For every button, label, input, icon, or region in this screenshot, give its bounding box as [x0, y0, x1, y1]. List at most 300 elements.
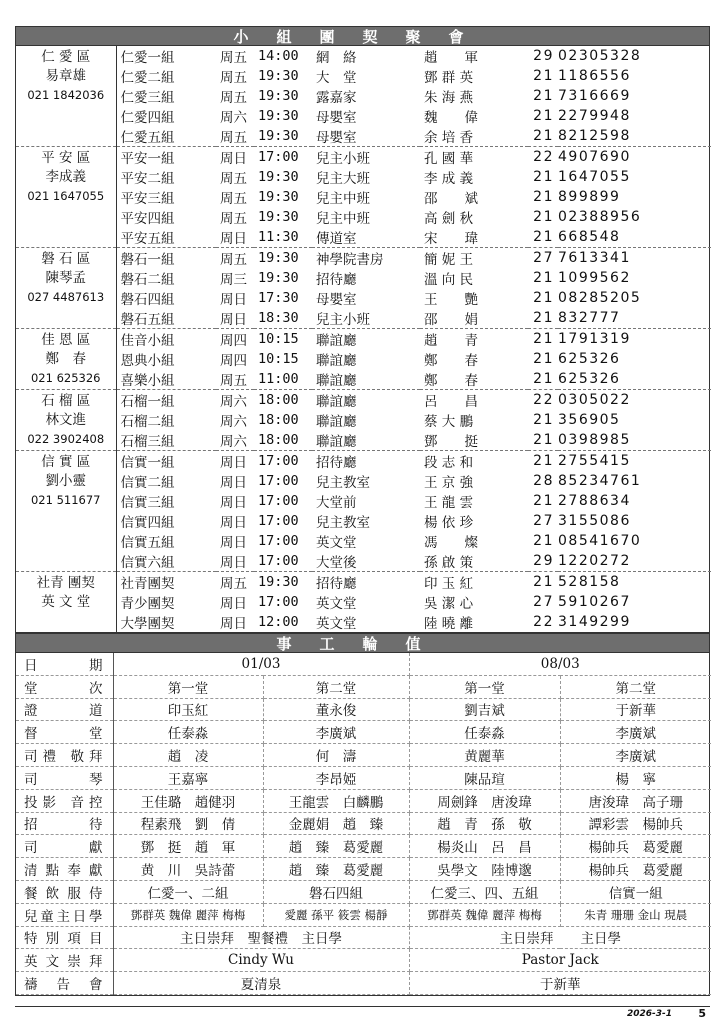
area-code: 21: [533, 533, 554, 549]
contact-name: 王 京 強: [424, 475, 474, 491]
district-leader: 李成義: [45, 169, 86, 185]
duty-cell: 黄麗華: [409, 744, 560, 767]
meeting-time: 17:00: [258, 594, 299, 610]
phone-number: 832777: [558, 310, 621, 326]
meeting-time: 10:15: [258, 351, 299, 367]
contact-name: 邵 娟: [424, 312, 478, 328]
duty-cell: 金麗娟 趙 臻: [263, 812, 409, 835]
duty-cell: 第二堂: [560, 675, 711, 698]
contact-name: 宋 瑋: [424, 231, 478, 247]
duty-label: 投影 音控: [16, 789, 113, 812]
duty-cell: 仁愛三、四、五組: [409, 880, 560, 903]
duty-row: [16, 744, 711, 767]
footer-date: 2026-3-1: [626, 1009, 672, 1019]
contact-name: 陸 曉 離: [424, 616, 474, 632]
contact-name: 王 龍 雲: [424, 495, 474, 511]
meeting-place: 招待廳: [312, 451, 420, 472]
duty-cell: 磐石四組: [263, 880, 409, 903]
phone-number: 1099562: [558, 270, 631, 286]
meeting-place: 聯誼廳: [316, 434, 357, 450]
area-code: 21: [533, 189, 554, 205]
area-code: 21: [533, 88, 554, 104]
district-leader: 鄭 春: [45, 351, 86, 367]
duty-cell: 主日崇拜 聖餐禮 主日學: [113, 926, 409, 949]
meeting-place: 兒主大班: [316, 171, 370, 187]
group-row: [16, 410, 711, 430]
phone-number: 625326: [558, 351, 621, 367]
group-row: [16, 572, 711, 593]
area-code: 21: [533, 371, 554, 387]
group-name: 信實二組: [120, 475, 175, 491]
group-row: [16, 288, 711, 308]
duty-row: [16, 880, 711, 903]
duty-label: 日期: [16, 653, 113, 675]
duty-label: 英文崇拜: [16, 949, 113, 972]
duty-cell: 鄧 挺 趙 軍: [113, 835, 263, 858]
group-row: [16, 430, 711, 451]
bulletin-page: [15, 26, 710, 996]
group-name: 平安五組: [120, 231, 175, 247]
meeting-place: 聯誼廳: [316, 373, 357, 389]
phone-number: 3149299: [558, 614, 631, 630]
page-number: 5: [698, 1007, 706, 1020]
district-cell: [16, 451, 116, 572]
contact-name: 趙 軍: [424, 50, 478, 66]
group-row: [16, 207, 711, 227]
duty-cell: 夏清泉: [113, 972, 409, 995]
phone-number: 668548: [558, 229, 621, 245]
contact-name: 孫 啟 策: [424, 555, 474, 571]
group-name: 平安三組: [120, 191, 175, 207]
group-row: [16, 551, 711, 572]
district-cell: [16, 390, 116, 451]
meeting-day: 周五: [220, 50, 247, 66]
contact-name: 余 培 香: [424, 130, 474, 146]
duty-cell: 信實一組: [560, 880, 711, 903]
group-name: 信實一組: [116, 451, 216, 472]
area-code: 21: [533, 412, 554, 428]
meeting-day: 周五: [220, 130, 247, 146]
district-leader: 英 文 堂: [41, 594, 91, 610]
group-row: [16, 451, 711, 472]
area-code: 21: [533, 229, 554, 245]
meeting-time: 19:30: [258, 88, 299, 104]
meeting-time: 17:00: [258, 513, 299, 529]
duty-cell: 主日崇拜 主日學: [409, 926, 711, 949]
district-name: 信 實 區: [41, 454, 91, 470]
duty-date: 01/03: [113, 653, 409, 675]
contact-name: 高 劍 秋: [424, 211, 474, 227]
meeting-place: 兒主中班: [316, 211, 370, 227]
duty-cell: 鄧群英 魏偉 麗萍 梅梅: [113, 903, 263, 926]
area-code: 21: [533, 209, 554, 225]
duty-row: [16, 789, 711, 812]
duty-cell: 王佳璐 趙健羽: [113, 789, 263, 812]
duty-date: 08/03: [409, 653, 711, 675]
meeting-place: 大堂後: [316, 555, 357, 571]
contact-name: 趙 青: [420, 329, 528, 350]
duty-cell: 于新華: [409, 972, 711, 995]
meeting-time: 18:30: [258, 310, 299, 326]
duty-cell: 第一堂: [409, 675, 560, 698]
duty-label: 堂次: [16, 675, 113, 698]
area-code: 21: [533, 169, 554, 185]
meeting-day: 周日: [220, 616, 247, 632]
meeting-place: 兒主教室: [316, 475, 370, 491]
district-leader: 林文進: [45, 412, 86, 428]
meeting-day: 周五: [220, 90, 247, 106]
meeting-day: 周日: [220, 596, 247, 612]
meeting-place: 聯誼廳: [316, 353, 357, 369]
group-row: [16, 167, 711, 187]
meeting-place: 大堂前: [316, 495, 357, 511]
meeting-day: 周五: [220, 211, 247, 227]
duty-cell: 楊炎山 呂 昌: [409, 835, 560, 858]
district-name: 仁 愛 區: [41, 49, 91, 65]
district-name: 佳 恩 區: [41, 332, 91, 348]
area-code: 21: [533, 351, 554, 367]
contact-name: 吳 潔 心: [424, 596, 474, 612]
contact-name: 溫 向 民: [424, 272, 474, 288]
contact-name: 簡 妮 王: [420, 248, 528, 269]
district-cell: [16, 248, 116, 329]
meeting-day: 周五: [216, 572, 254, 593]
group-name: 仁愛二組: [120, 70, 175, 86]
meeting-time: 17:00: [254, 451, 312, 472]
meeting-time: 18:00: [258, 412, 299, 428]
duty-cell: 譚彩雲 楊帥兵: [560, 812, 711, 835]
meeting-time: 11:30: [258, 229, 299, 245]
duty-cell: 楊帥兵 葛愛麗: [560, 835, 711, 858]
meeting-time: 19:30: [258, 189, 299, 205]
groups-table: [16, 46, 711, 632]
meeting-place: 露嘉家: [316, 90, 357, 106]
duty-cell: Pastor Jack: [409, 949, 711, 972]
area-code: 21: [533, 432, 554, 448]
district-name: 磐 石 區: [41, 251, 91, 267]
meeting-time: 14:00: [258, 48, 299, 64]
meeting-day: 周日: [216, 147, 254, 168]
groups-frame: [15, 46, 710, 633]
group-row: [16, 106, 711, 126]
duty-cell: 何 濤: [263, 744, 409, 767]
group-name: 平安二組: [120, 171, 175, 187]
group-name: 信實三組: [120, 495, 175, 511]
meeting-place: 兒主中班: [316, 191, 370, 207]
group-name: 信實六組: [120, 555, 175, 571]
phone-number: 5910267: [558, 594, 631, 610]
district-phone: 021 1842036: [27, 88, 105, 102]
duty-cell: 周劍鋒 唐浚瑋: [409, 789, 560, 812]
area-code: 22: [533, 614, 554, 630]
group-row: [16, 268, 711, 288]
contact-name: 鄧 群 英: [424, 70, 474, 86]
contact-name: 李 成 義: [424, 171, 474, 187]
duty-cell: 愛麗 孫平 筱雲 楊靜: [263, 903, 409, 926]
district-phone: 027 4487613: [27, 290, 105, 304]
meeting-place: 招待廳: [312, 572, 420, 593]
meeting-place: 招待廳: [316, 272, 357, 288]
group-row: [16, 369, 711, 390]
area-code: 28: [533, 473, 554, 489]
phone-number: 3155086: [558, 513, 631, 529]
contact-name: 邵 斌: [424, 191, 478, 207]
duty-cell: 王龍雲 白麟鵬: [263, 789, 409, 812]
meeting-day: 周日: [220, 292, 247, 308]
meeting-place: 網 絡: [316, 50, 357, 66]
area-code: 21: [528, 572, 558, 593]
group-row: [16, 612, 711, 632]
duty-cell: 陳品瑄: [409, 766, 560, 789]
contact-name: 楊 依 珍: [424, 515, 474, 531]
duty-cell: 趙 臻 葛愛麗: [263, 835, 409, 858]
meeting-day: 周五: [220, 171, 247, 187]
group-name: 仁愛一組: [120, 50, 175, 66]
meeting-time: 17:00: [258, 493, 299, 509]
phone-number: 2755415: [558, 451, 711, 472]
contact-name: 王 艷: [424, 292, 478, 308]
duty-cell: 任泰淼: [409, 721, 560, 744]
duty-row: [16, 812, 711, 835]
group-name: 大學團契: [120, 616, 175, 632]
duty-row: [16, 926, 711, 949]
duty-cell: 鄧群英 魏偉 麗萍 梅梅: [409, 903, 560, 926]
contact-name: 蔡 大 鵬: [424, 414, 474, 430]
area-code: 27: [533, 594, 554, 610]
phone-number: 1220272: [558, 553, 631, 569]
duty-label: 司琴: [16, 766, 113, 789]
group-row: [16, 248, 711, 269]
meeting-place: 神學院書房: [312, 248, 420, 269]
district-phone: 022 3902408: [27, 432, 105, 446]
area-code: 21: [533, 270, 554, 286]
meeting-place: 英文堂: [316, 535, 357, 551]
duty-date-row: [16, 653, 711, 675]
duty-cell: 第二堂: [263, 675, 409, 698]
duty-cell: 印玉紅: [113, 698, 263, 721]
meeting-time: 17:00: [258, 473, 299, 489]
contact-name: 鄭 春: [424, 353, 478, 369]
meeting-place: 母嬰室: [316, 292, 357, 308]
group-name: 磐石五組: [120, 312, 175, 328]
district-phone: 021 625326: [30, 371, 101, 385]
contact-name: 印 玉 紅: [420, 572, 528, 593]
duty-label: 兒童主日學: [16, 903, 113, 926]
duty-label: 證道: [16, 698, 113, 721]
contact-name: 呂 昌: [420, 390, 528, 411]
phone-number: 85234761: [558, 473, 642, 489]
phone-number: 8212598: [558, 128, 631, 144]
meeting-day: 周六: [220, 434, 247, 450]
phone-number: 625326: [558, 371, 621, 387]
group-row: [16, 308, 711, 329]
meeting-time: 17:00: [258, 533, 299, 549]
phone-number: 1791319: [558, 329, 711, 350]
duty-label: 招待: [16, 812, 113, 835]
meeting-time: 10:15: [254, 329, 312, 350]
duty-cell: 李廣斌: [263, 721, 409, 744]
district-phone: 021 1647055: [27, 189, 105, 203]
meeting-day: 周五: [220, 373, 247, 389]
group-name: 磐石四組: [120, 292, 175, 308]
duty-row: [16, 835, 711, 858]
meeting-place: 傳道室: [316, 231, 357, 247]
phone-number: 528158: [558, 572, 711, 593]
meeting-day: 周五: [220, 191, 247, 207]
duty-cell: 李昂婭: [263, 766, 409, 789]
duty-cell: 黄 川 吳詩蕾: [113, 858, 263, 881]
meeting-time: 19:30: [258, 270, 299, 286]
area-code: 21: [533, 108, 554, 124]
meeting-day: 周六: [220, 414, 247, 430]
group-name: 磐石二組: [120, 272, 175, 288]
area-code: 27: [528, 248, 558, 269]
duty-cell: 趙 青 孫 敬: [409, 812, 560, 835]
phone-number: 7613341: [558, 248, 711, 269]
duty-cell: 第一堂: [113, 675, 263, 698]
group-name: 仁愛四組: [120, 110, 175, 126]
duty-label: 司獻: [16, 835, 113, 858]
duty-section-header: 事工輪值: [15, 633, 710, 653]
group-name: 喜樂小組: [120, 373, 175, 389]
duty-cell: 任泰淼: [113, 721, 263, 744]
meeting-time: 18:00: [258, 432, 299, 448]
group-row: [16, 86, 711, 106]
duty-label: 督堂: [16, 721, 113, 744]
phone-number: 2279948: [558, 108, 631, 124]
duty-cell: Cindy Wu: [113, 949, 409, 972]
contact-name: 鄭 春: [424, 373, 478, 389]
group-row: [16, 491, 711, 511]
group-row: [16, 349, 711, 369]
meeting-day: 周日: [220, 515, 247, 531]
contact-name: 鄧 挺: [424, 434, 478, 450]
duty-row: [16, 858, 711, 881]
meeting-day: 周五: [216, 248, 254, 269]
contact-name: 孔 國 華: [420, 147, 528, 168]
area-code: 22: [528, 147, 558, 168]
area-code: 21: [533, 290, 554, 306]
group-name: 仁愛五組: [120, 130, 175, 146]
meeting-place: 母嬰室: [316, 110, 357, 126]
phone-number: 2788634: [558, 493, 631, 509]
meeting-day: 周日: [216, 451, 254, 472]
meeting-time: 19:30: [258, 108, 299, 124]
duty-cell: 吳學文 陸博邈: [409, 858, 560, 881]
meeting-place: 英文堂: [316, 596, 357, 612]
group-row: [16, 592, 711, 612]
meeting-day: 周六: [220, 110, 247, 126]
meeting-time: 19:30: [254, 248, 312, 269]
group-row: [16, 227, 711, 248]
district-cell: [16, 572, 116, 633]
duty-row: [16, 766, 711, 789]
group-row: [16, 471, 711, 491]
phone-number: 0398985: [558, 432, 631, 448]
duty-cell: 趙 臻 葛愛麗: [263, 858, 409, 881]
group-name: 佳音小組: [116, 329, 216, 350]
duty-label: 餐飲服侍: [16, 880, 113, 903]
meeting-time: 19:30: [254, 572, 312, 593]
phone-number: 899899: [558, 189, 621, 205]
duty-frame: [15, 653, 710, 996]
duty-cell: 劉吉斌: [409, 698, 560, 721]
duty-table: [16, 653, 711, 995]
duty-label: 司禮 敬拜: [16, 744, 113, 767]
area-code: 29: [533, 48, 554, 64]
duty-cell: 董永俊: [263, 698, 409, 721]
meeting-time: 17:30: [258, 290, 299, 306]
meeting-day: 周六: [216, 390, 254, 411]
phone-number: 1647055: [558, 169, 631, 185]
meeting-day: 周四: [220, 353, 247, 369]
duty-cell: 李廣斌: [560, 721, 711, 744]
area-code: 27: [533, 513, 554, 529]
group-name: 信實四組: [120, 515, 175, 531]
group-row: [16, 147, 711, 168]
meeting-time: 19:30: [258, 128, 299, 144]
duty-label: 禱告會: [16, 972, 113, 995]
district-leader: 劉小靈: [45, 473, 86, 489]
area-code: 21: [533, 68, 554, 84]
meeting-day: 周日: [220, 535, 247, 551]
groups-section-header: 小組團契聚會: [15, 26, 710, 46]
district-name: 石 榴 區: [41, 393, 91, 409]
phone-number: 7316669: [558, 88, 631, 104]
group-name: 青少團契: [120, 596, 175, 612]
group-name: 石榴二組: [120, 414, 175, 430]
group-row: [16, 329, 711, 350]
meeting-time: 18:00: [254, 390, 312, 411]
group-name: 平安四組: [120, 211, 175, 227]
area-code: 22: [528, 390, 558, 411]
duty-row: [16, 721, 711, 744]
district-leader: 易章雄: [45, 68, 86, 84]
group-row: [16, 390, 711, 411]
phone-number: 4907690: [558, 147, 711, 168]
group-name: 社青團契: [116, 572, 216, 593]
duty-row: [16, 698, 711, 721]
group-name: 恩典小組: [120, 353, 175, 369]
duty-row: [16, 675, 711, 698]
district-leader: 陳琴孟: [45, 270, 86, 286]
group-row: [16, 126, 711, 147]
meeting-day: 周五: [220, 70, 247, 86]
meeting-time: 19:30: [258, 68, 299, 84]
group-name: 仁愛三組: [120, 90, 175, 106]
group-name: 磐石一組: [116, 248, 216, 269]
group-row: [16, 187, 711, 207]
area-code: 29: [533, 553, 554, 569]
meeting-place: 母嬰室: [316, 130, 357, 146]
meeting-place: 兒主小班: [312, 147, 420, 168]
area-code: 21: [533, 493, 554, 509]
phone-number: 08285205: [558, 290, 642, 306]
meeting-place: 英文堂: [316, 616, 357, 632]
meeting-day: 周四: [216, 329, 254, 350]
area-code: 21: [528, 451, 558, 472]
duty-row: [16, 949, 711, 972]
meeting-day: 周日: [220, 555, 247, 571]
meeting-place: 兒主教室: [316, 515, 370, 531]
phone-number: 08541670: [558, 533, 642, 549]
page-footer: [15, 1006, 710, 1020]
meeting-time: 17:00: [258, 553, 299, 569]
contact-name: 魏 偉: [424, 110, 478, 126]
area-code: 21: [528, 329, 558, 350]
contact-name: 馮 燦: [424, 535, 478, 551]
meeting-place: 聯誼廳: [312, 329, 420, 350]
